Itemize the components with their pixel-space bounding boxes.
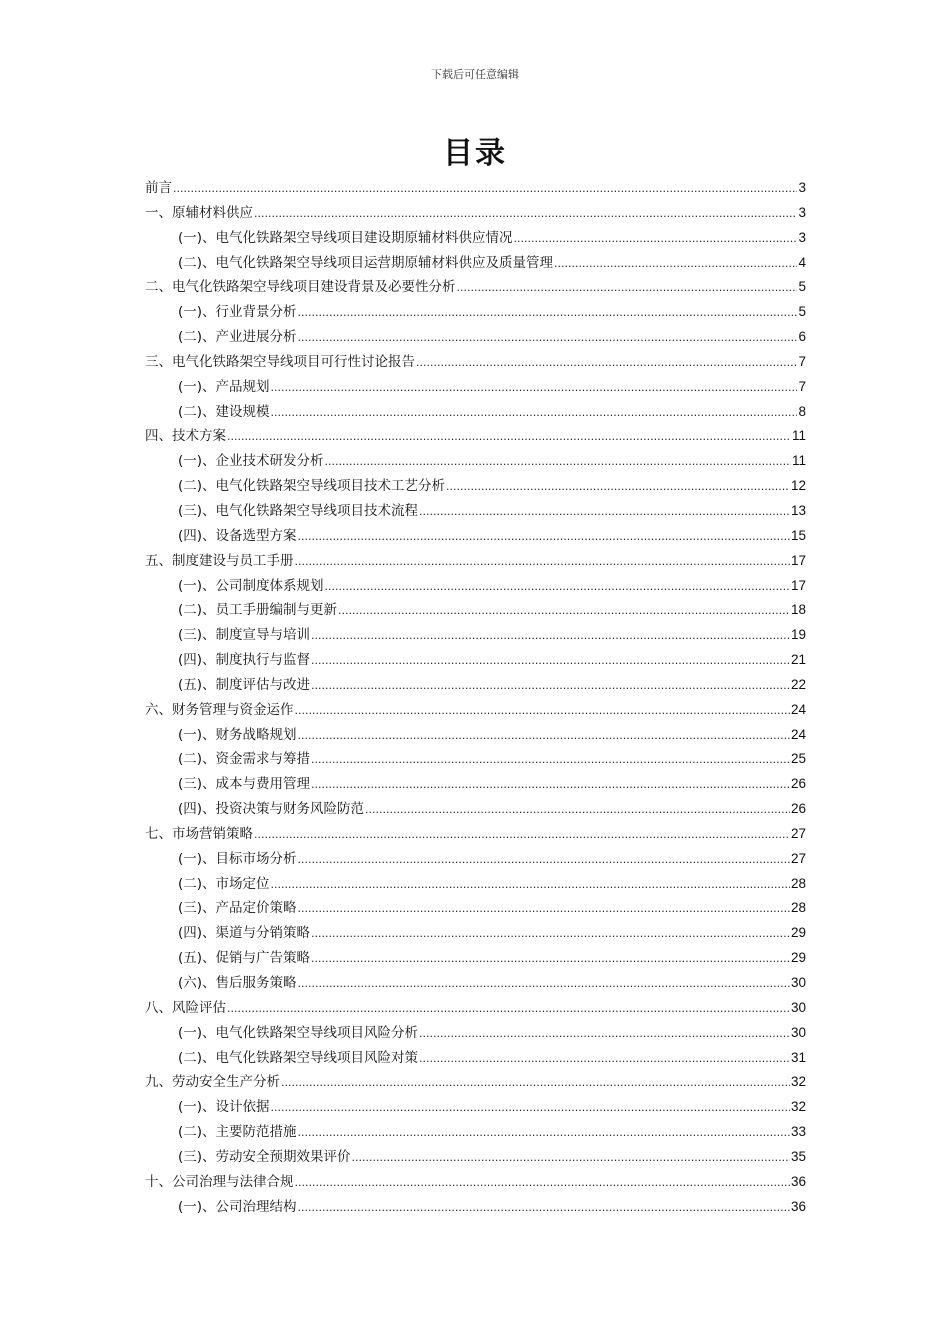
toc-entry-label: (二)、电气化铁路架空导线项目风险对策 (178, 1049, 419, 1066)
toc-entry-page-number: 30 (790, 1024, 806, 1040)
toc-section-entry[interactable] (145, 598, 806, 623)
page-title: 目录 (443, 136, 507, 171)
toc-entry-page-number: 22 (790, 676, 806, 692)
toc-dot-leader (271, 376, 798, 401)
toc-entry-page-number: 8 (798, 403, 806, 419)
toc-entry-label: (一)、产品规划 (178, 378, 270, 395)
toc-dot-leader (281, 1071, 790, 1096)
toc-section-entry[interactable] (145, 673, 806, 698)
toc-entry-page-number: 33 (790, 1124, 806, 1140)
toc-dot-leader (254, 202, 797, 227)
toc-entry-page-number: 21 (790, 652, 806, 668)
toc-entry-page-number: 30 (790, 999, 806, 1015)
toc-entry-label: 三、电气化铁路架空导线项目可行性讨论报告 (145, 353, 415, 370)
toc-entry-label: (一)、公司制度体系规划 (178, 577, 324, 594)
toc-chapter-entry[interactable] (145, 350, 806, 375)
toc-dot-leader (311, 674, 790, 699)
toc-dot-leader (298, 525, 790, 550)
toc-entry-label: 六、财务管理与资金运作 (145, 701, 294, 718)
toc-entry-page-number: 19 (790, 627, 806, 643)
toc-entry-label: (二)、市场定位 (178, 875, 270, 892)
toc-section-entry[interactable] (145, 226, 806, 251)
toc-entry-label: (一)、行业背景分析 (178, 304, 297, 321)
toc-dot-leader (173, 177, 797, 202)
toc-dot-leader (298, 724, 790, 749)
toc-section-entry[interactable] (145, 300, 806, 325)
toc-entry-page-number: 25 (790, 751, 806, 767)
toc-dot-leader (295, 699, 790, 724)
toc-entry-label: 十、公司治理与法律合规 (145, 1173, 294, 1190)
toc-section-entry[interactable] (145, 400, 806, 425)
toc-chapter-entry[interactable] (145, 176, 806, 201)
toc-dot-leader (325, 575, 790, 600)
toc-entry-label: 七、市场营销策略 (145, 825, 253, 842)
toc-section-entry[interactable] (145, 872, 806, 897)
toc-section-entry[interactable] (145, 1095, 806, 1120)
toc-entry-label: (三)、劳动安全预期效果评价 (178, 1148, 351, 1165)
toc-section-entry[interactable] (145, 449, 806, 474)
toc-entry-label: (一)、企业技术研发分析 (178, 453, 324, 470)
table-of-contents (145, 176, 806, 1219)
toc-dot-leader (298, 972, 790, 997)
toc-entry-page-number: 17 (790, 552, 806, 568)
toc-entry-label: (一)、电气化铁路架空导线项目建设期原辅材料供应情况 (178, 229, 513, 246)
toc-dot-leader (298, 326, 798, 351)
toc-section-entry[interactable] (145, 574, 806, 599)
toc-dot-leader (271, 1096, 790, 1121)
toc-entry-page-number: 36 (790, 1198, 806, 1214)
toc-section-entry[interactable] (145, 325, 806, 350)
toc-entry-page-number: 28 (790, 875, 806, 891)
toc-dot-leader (352, 1146, 790, 1171)
toc-entry-page-number: 27 (790, 825, 806, 841)
toc-entry-label: (三)、电气化铁路架空导线项目技术流程 (178, 502, 419, 519)
toc-dot-leader (311, 649, 790, 674)
toc-chapter-entry[interactable] (145, 822, 806, 847)
toc-entry-page-number: 32 (790, 1074, 806, 1090)
toc-dot-leader (311, 947, 790, 972)
toc-entry-label: (二)、电气化铁路架空导线项目技术工艺分析 (178, 478, 446, 495)
toc-dot-leader (295, 550, 790, 575)
toc-entry-page-number: 27 (790, 850, 806, 866)
toc-chapter-entry[interactable] (145, 996, 806, 1021)
toc-entry-label: 二、电气化铁路架空导线项目建设背景及必要性分析 (145, 279, 456, 296)
toc-entry-label: (三)、产品定价策略 (178, 900, 297, 917)
toc-section-entry[interactable] (145, 946, 806, 971)
toc-entry-page-number: 12 (790, 478, 806, 494)
toc-entry-label: 前言 (145, 180, 172, 196)
toc-section-entry[interactable] (145, 971, 806, 996)
toc-entry-label: (四)、投资决策与财务风险防范 (178, 801, 365, 818)
toc-entry-label: (五)、促销与广告策略 (178, 950, 311, 967)
toc-section-entry[interactable] (145, 797, 806, 822)
toc-chapter-entry[interactable] (145, 275, 806, 300)
toc-entry-label: (一)、公司治理结构 (178, 1198, 297, 1215)
toc-chapter-entry[interactable] (145, 549, 806, 574)
toc-entry-label: (六)、售后服务策略 (178, 975, 297, 991)
toc-entry-page-number: 29 (790, 950, 806, 966)
toc-dot-leader (227, 425, 791, 450)
toc-dot-leader (311, 773, 790, 798)
toc-dot-leader (271, 401, 798, 426)
toc-chapter-entry[interactable] (145, 201, 806, 226)
toc-entry-page-number: 31 (790, 1049, 806, 1065)
toc-dot-leader (298, 897, 790, 922)
toc-section-entry[interactable] (145, 375, 806, 400)
toc-entry-label: (一)、电气化铁路架空导线项目风险分析 (178, 1024, 419, 1041)
toc-chapter-entry[interactable] (145, 698, 806, 723)
toc-entry-label: (四)、设备选型方案 (178, 527, 297, 544)
toc-dot-leader (446, 475, 790, 500)
toc-dot-leader (457, 276, 798, 301)
toc-section-entry[interactable] (145, 921, 806, 946)
toc-entry-label: (四)、渠道与分销策略 (178, 925, 311, 942)
toc-dot-leader (271, 873, 790, 898)
toc-section-entry[interactable] (145, 251, 806, 276)
toc-entry-label: 九、劳动安全生产分析 (145, 1074, 280, 1091)
toc-section-entry[interactable] (145, 499, 806, 524)
toc-entry-label: (三)、成本与费用管理 (178, 776, 311, 793)
toc-entry-page-number: 28 (790, 900, 806, 916)
toc-dot-leader (311, 748, 790, 773)
toc-section-entry[interactable] (145, 1046, 806, 1071)
toc-entry-page-number: 36 (790, 1173, 806, 1189)
toc-entry-label: (一)、财务战略规划 (178, 726, 297, 743)
toc-section-entry[interactable] (145, 896, 806, 921)
toc-dot-leader (325, 450, 791, 475)
toc-entry-page-number: 13 (790, 502, 806, 518)
toc-entry-label: (二)、建设规模 (178, 403, 270, 420)
toc-chapter-entry[interactable] (145, 1070, 806, 1095)
toc-section-entry[interactable] (145, 1120, 806, 1145)
toc-entry-page-number: 30 (790, 975, 806, 990)
toc-entry-page-number: 18 (790, 602, 806, 618)
toc-entry-page-number: 24 (790, 726, 806, 742)
toc-entry-page-number: 4 (798, 254, 806, 270)
toc-entry-label: 八、风险评估 (145, 999, 226, 1016)
toc-dot-leader (419, 500, 790, 525)
toc-entry-label: (二)、员工手册编制与更新 (178, 602, 338, 619)
toc-section-entry[interactable] (145, 723, 806, 748)
toc-dot-leader (298, 1196, 790, 1221)
toc-section-entry[interactable] (145, 1145, 806, 1170)
toc-entry-page-number: 24 (790, 701, 806, 717)
toc-entry-page-number: 32 (790, 1099, 806, 1115)
toc-entry-label: 五、制度建设与员工手册 (145, 552, 294, 569)
toc-entry-page-number: 11 (791, 428, 806, 444)
toc-entry-page-number: 3 (798, 229, 806, 245)
toc-entry-label: (二)、主要防范措施 (178, 1124, 297, 1141)
toc-section-entry[interactable] (145, 747, 806, 772)
toc-section-entry[interactable] (145, 1195, 806, 1220)
toc-entry-page-number: 26 (790, 776, 806, 792)
toc-chapter-entry[interactable] (145, 1170, 806, 1195)
toc-entry-page-number: 26 (790, 801, 806, 817)
toc-dot-leader (365, 798, 790, 823)
toc-section-entry[interactable] (145, 524, 806, 549)
toc-entry-page-number: 29 (790, 925, 806, 941)
toc-entry-label: (五)、制度评估与改进 (178, 676, 311, 693)
toc-chapter-entry[interactable] (145, 424, 806, 449)
toc-entry-label: 四、技术方案 (145, 428, 226, 445)
toc-section-entry[interactable] (145, 474, 806, 499)
toc-dot-leader (298, 848, 790, 873)
toc-dot-leader (419, 1047, 790, 1072)
toc-entry-label: (二)、资金需求与筹措 (178, 751, 311, 768)
toc-section-entry[interactable] (145, 1021, 806, 1046)
toc-entry-page-number: 17 (790, 577, 806, 593)
toc-dot-leader (554, 252, 797, 277)
toc-dot-leader (514, 227, 798, 252)
toc-entry-label: 一、原辅材料供应 (145, 204, 253, 221)
toc-dot-leader (311, 922, 790, 947)
toc-entry-page-number: 5 (798, 304, 806, 320)
header-note: 下载后可任意编辑 (431, 68, 519, 81)
toc-entry-label: (二)、电气化铁路架空导线项目运营期原辅材料供应及质量管理 (178, 254, 554, 271)
toc-dot-leader (295, 1171, 790, 1196)
toc-dot-leader (298, 301, 798, 326)
toc-entry-page-number: 3 (798, 204, 806, 220)
toc-entry-label: (一)、设计依据 (178, 1099, 270, 1116)
toc-entry-page-number: 7 (798, 378, 806, 394)
toc-section-entry[interactable] (145, 772, 806, 797)
toc-dot-leader (298, 1121, 790, 1146)
toc-entry-label: (一)、目标市场分析 (178, 850, 297, 867)
toc-entry-label: (三)、制度宣导与培训 (178, 627, 311, 644)
toc-dot-leader (311, 624, 790, 649)
toc-entry-page-number: 35 (790, 1148, 806, 1164)
toc-entry-page-number: 7 (798, 353, 806, 369)
toc-section-entry[interactable] (145, 623, 806, 648)
toc-entry-page-number: 6 (798, 329, 806, 345)
toc-dot-leader (254, 823, 790, 848)
toc-entry-label: (二)、产业进展分析 (178, 329, 297, 346)
toc-entry-page-number: 3 (798, 180, 806, 195)
toc-dot-leader (419, 1022, 790, 1047)
toc-entry-page-number: 15 (790, 527, 806, 543)
toc-dot-leader (338, 599, 790, 624)
toc-entry-page-number: 5 (798, 279, 806, 295)
toc-dot-leader (227, 997, 790, 1022)
toc-section-entry[interactable] (145, 847, 806, 872)
toc-entry-label: (四)、制度执行与监督 (178, 652, 311, 669)
toc-entry-page-number: 11 (791, 453, 806, 469)
toc-section-entry[interactable] (145, 648, 806, 673)
toc-dot-leader (416, 351, 797, 376)
